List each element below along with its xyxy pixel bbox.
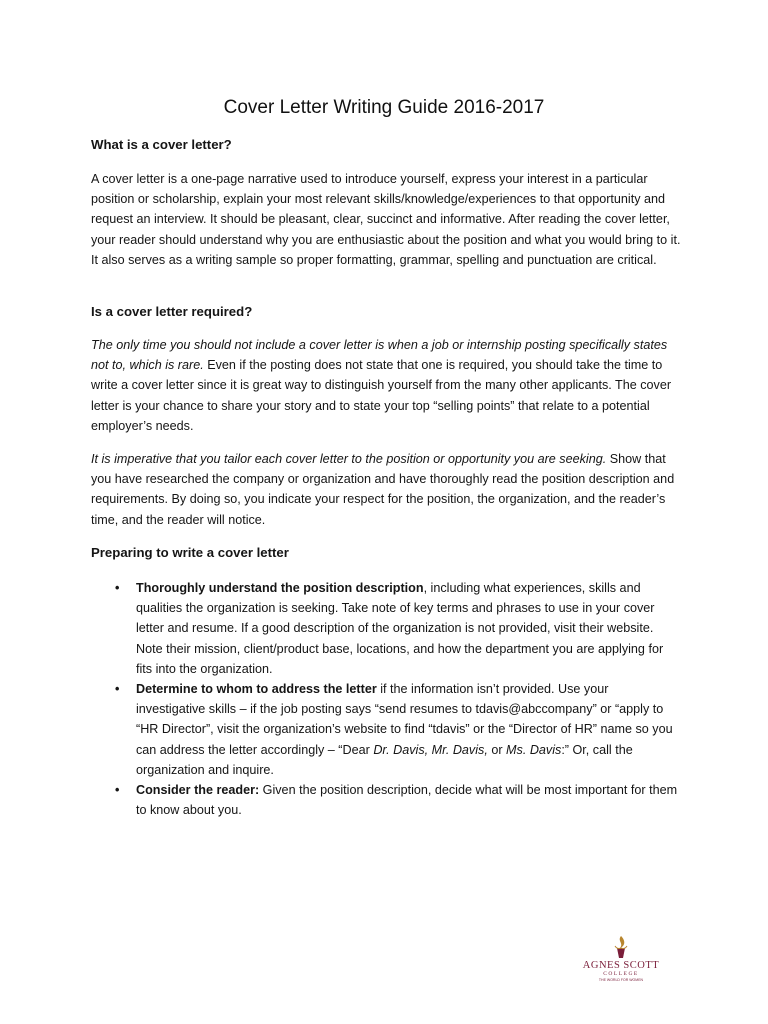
list-item-text: :” Or, call the organization and inquire.: [136, 742, 633, 777]
list-item-italic: Ms. Davis: [506, 742, 562, 757]
bullet-icon: •: [115, 581, 120, 595]
paragraph-what: [91, 169, 681, 270]
bullet-icon: •: [115, 783, 120, 798]
list-item: [91, 679, 681, 780]
paragraph-required-2-text: Show that you have researched the company or organization and have thoroughly read the position description and requirements. By doing so, you indicate your respect for the position, the organization, and the reader’s time, and the reader will notice.: [91, 452, 675, 527]
paragraph-required-2: [91, 449, 681, 530]
list-item: [91, 578, 681, 679]
paragraph-required-1-italic: The only time you should not include a cover letter is when a job or internship posting specifically states not to, which is rare.: [91, 338, 668, 373]
paragraph-required-1-text: Even if the posting does not state that one is required, you should take the time to write a cover letter since it is great way to distinguish yourself from the many other applicants. The cover letter is your chance to share your story and to state your top “selling points” that relate to a potential employer’s needs.: [91, 358, 672, 433]
page-title: Cover Letter Writing Guide 2016-2017: [223, 97, 545, 118]
section-heading-required: Is a cover letter required?: [91, 304, 253, 319]
paragraph-required-2-italic: It is imperative that you tailor each cover letter to the position or opportunity you are seeking.: [91, 452, 607, 466]
logo-name: AGNES SCOTT: [582, 960, 660, 971]
list-item-italic: Dr. Davis, Mr. Davis,: [373, 742, 488, 757]
preparing-list: [91, 578, 681, 820]
paragraph-required-1: [91, 335, 681, 436]
list-item-text: Given the position description, decide what will be most important for them to know about you.: [136, 783, 678, 818]
flame-torch-icon: [611, 934, 631, 960]
logo-tagline: THE WORLD FOR WOMEN: [598, 978, 644, 982]
paragraph-what-text: A cover letter is a one-page narrative used to introduce yourself, express your interest in a particular position or scholarship, explain your most relevant skills/knowledge/experiences to that opportunity and request an interview. It should be pleasant, clear, succinct and informative. After reading the cover letter, your reader should understand why you are enthusiastic about the position and what you would bring to it. It also serves as a writing sample so proper formatting, grammar, spelling and punctuation are critical.: [91, 172, 681, 267]
college-logo: [578, 932, 664, 988]
list-item-text: if the information isn’t provided. Use your investigative skills – if the job posting says “send resumes to tdavis@abccompany” or “apply to “HR Director”, visit the organization’s website to find “tdavis” or the “Director of HR” name so you can address the letter accordingly – “Dear: [136, 682, 673, 757]
bullet-icon: •: [115, 682, 120, 697]
list-item-text: or: [487, 742, 507, 757]
list-item-text: , including what experiences, skills and qualities the organization is seeking. Take note of key terms and phrases to use in your cover letter and resume. If a good description of the organization is not provided, visit their website. Note their mission, client/product base, locations, and how the department you are applying for fits into the organization.: [136, 581, 664, 676]
section-heading-preparing: Preparing to write a cover letter: [91, 545, 289, 560]
list-item-lead: Consider the reader:: [136, 783, 260, 798]
list-item-lead: Determine to whom to address the letter: [136, 682, 377, 697]
list-item-lead: Thoroughly understand the position description: [136, 581, 424, 595]
section-heading-what: What is a cover letter?: [91, 137, 232, 152]
list-item: [91, 780, 681, 820]
logo-subtitle: COLLEGE: [603, 971, 639, 977]
